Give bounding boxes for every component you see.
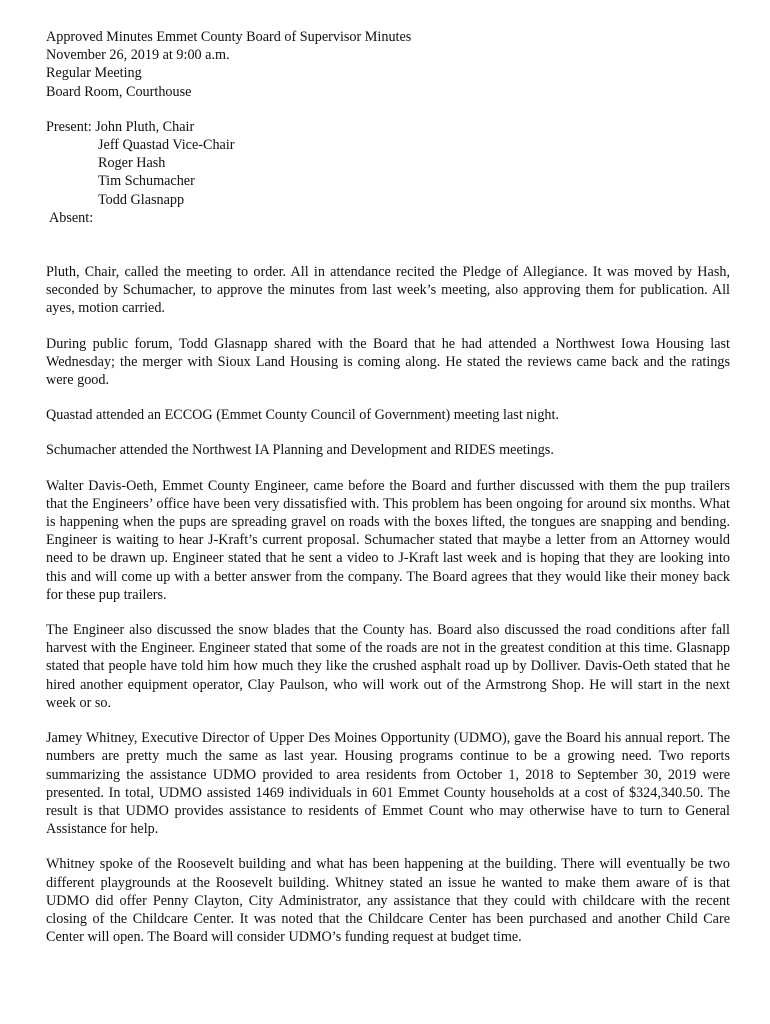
- meeting-location: Board Room, Courthouse: [46, 83, 192, 100]
- attendee-name: John Pluth, Chair: [95, 118, 195, 135]
- attendee-name: Jeff Quastad Vice-Chair: [98, 137, 235, 154]
- paragraph-engineer-roads: The Engineer also discussed the snow blades that the County has. Board also discussed the road conditions after fall harvest with the Engineer. Engineer stated that some of the roads are not in the greatest condition at this time. Glasnapp stated that people have told him how much they like the crushed asphalt road up by Dolliver. Davis-Oeth stated that he hired another equipment operator, Clay Paulson, who will work out of the Armstrong Shop. He will start in the next week or so.: [46, 622, 730, 711]
- present-label: Present:: [46, 118, 92, 135]
- attendee-name: Todd Glasnapp: [98, 191, 185, 208]
- minutes-document: [46, 28, 730, 963]
- attendee-name: Roger Hash: [98, 155, 166, 172]
- paragraph-engineer-pup-trailers: Walter Davis-Oeth, Emmet County Engineer, came before the Board and further discussed with them the pup trailers that the Engineers’ office have been very dissatisfied with. This problem has been ongoing for around six months. What is happening when the pups are spreading gravel on roads with the boxes lifted, the tongues are snapping and bending. Engineer is waiting to hear J-Kraft’s current proposal. Schumacher stated that maybe a letter from an Attorney would need to be drawn up. Engineer stated that he sent a video to J-Kraft last week and is hoping that they are looking into this and will come up with a better answer from the company. The Board agrees that they would like their money back for these pup trailers.: [46, 477, 730, 603]
- paragraph-call-to-order: Pluth, Chair, called the meeting to order. All in attendance recited the Pledge of Allegiance. It was moved by Hash, seconded by Schumacher, to approve the minutes from last week’s meeting, also approving them for publication. All ayes, motion carried.: [46, 264, 730, 317]
- paragraph-rides: Schumacher attended the Northwest IA Planning and Development and RIDES meetings.: [46, 442, 554, 459]
- paragraph-eccog: Quastad attended an ECCOG (Emmet County Council of Government) meeting last night.: [46, 407, 560, 424]
- document-header: [46, 28, 730, 101]
- paragraph-public-forum: During public forum, Todd Glasnapp shared with the Board that he had attended a Northwest Iowa Housing last Wednesday; the merger with Sioux Land Housing is coming along. He stated the reviews came back and the ratings were good.: [46, 335, 730, 389]
- absent-label: Absent:: [49, 209, 94, 226]
- attendee-name: Tim Schumacher: [98, 173, 195, 190]
- paragraph-udmo-report: Jamey Whitney, Executive Director of Upper Des Moines Opportunity (UDMO), gave the Board his annual report. The numbers are pretty much the same as last year. Housing programs continue to be a growing need. Two reports summarizing the assistance UDMO provided to area residents from October 1, 2018 to September 30, 2019 were presented. In total, UDMO assisted 1469 individuals in 601 Emmet County households at a cost of $324,340.50. The result is that UDMO provides assistance to residents of Emmet Count who may otherwise have to turn to General Assistance for help.: [46, 730, 730, 838]
- document-title: Approved Minutes Emmet County Board of Supervisor Minutes: [46, 29, 412, 45]
- present-row: [46, 118, 730, 136]
- attendance-section: [46, 118, 730, 227]
- meeting-date: November 26, 2019 at 9:00 a.m.: [46, 47, 230, 64]
- minutes-body: [46, 263, 730, 946]
- paragraph-roosevelt-building: Whitney spoke of the Roosevelt building and what has been happening at the building. There will eventually be two different playgrounds at the Roosevelt building. Whitney stated an issue he wanted to make them aware of is that UDMO did offer Penny Clayton, City Administrator, any assistance that they could with childcare with the recent closing of the Childcare Center. It was noted that the Childcare Center has been purchased and another Child Care Center will open. The Board will consider UDMO’s funding request at budget time.: [46, 856, 730, 946]
- meeting-type: Regular Meeting: [46, 65, 142, 82]
